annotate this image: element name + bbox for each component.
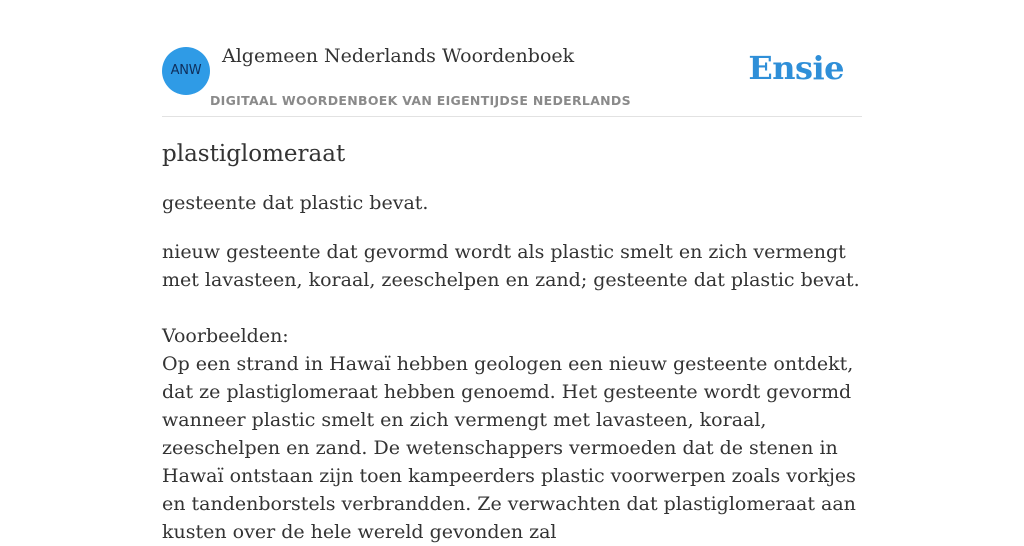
long-definition: nieuw gesteente dat gevormd wordt als plastic smelt en zich vermengt met lavasteen, koraal, zeeschelpen en zand; gesteente dat plastic bevat. (162, 241, 860, 291)
ensie-brand-logo[interactable]: Ensie (748, 49, 844, 87)
entry-content (162, 136, 862, 546)
entry-word: plastiglomeraat (162, 141, 346, 167)
example-text: Op een strand in Hawaï hebben geologen een nieuw gesteente ontdekt, dat ze plastiglomeraat hebben genoemd. Het gesteente wordt gevormd wanneer plastic smelt en zich vermengt met lavasteen, koraal, zeeschelpen en zand. De wetenschappers vermoeden dat de stenen in Hawaï ontstaan zijn toen kampeerders plastic voorwerpen zoals vorkjes en tandenborstels verbrandden. Ze verwachten dat plastiglomeraat aan kusten over de hele wereld gevonden zal (162, 353, 856, 543)
spacer (162, 294, 862, 322)
site-header (162, 0, 862, 117)
anw-logo[interactable]: ANW (162, 47, 210, 95)
examples-label: Voorbeelden: (162, 325, 289, 347)
long-definition-block (162, 238, 862, 546)
site-title[interactable]: Algemeen Nederlands Woordenboek (222, 45, 575, 67)
site-subtitle: DIGITAAL WOORDENBOEK VAN EIGENTIJDSE NEDERLANDS (210, 93, 631, 108)
short-definition: gesteente dat plastic bevat. (162, 192, 429, 214)
